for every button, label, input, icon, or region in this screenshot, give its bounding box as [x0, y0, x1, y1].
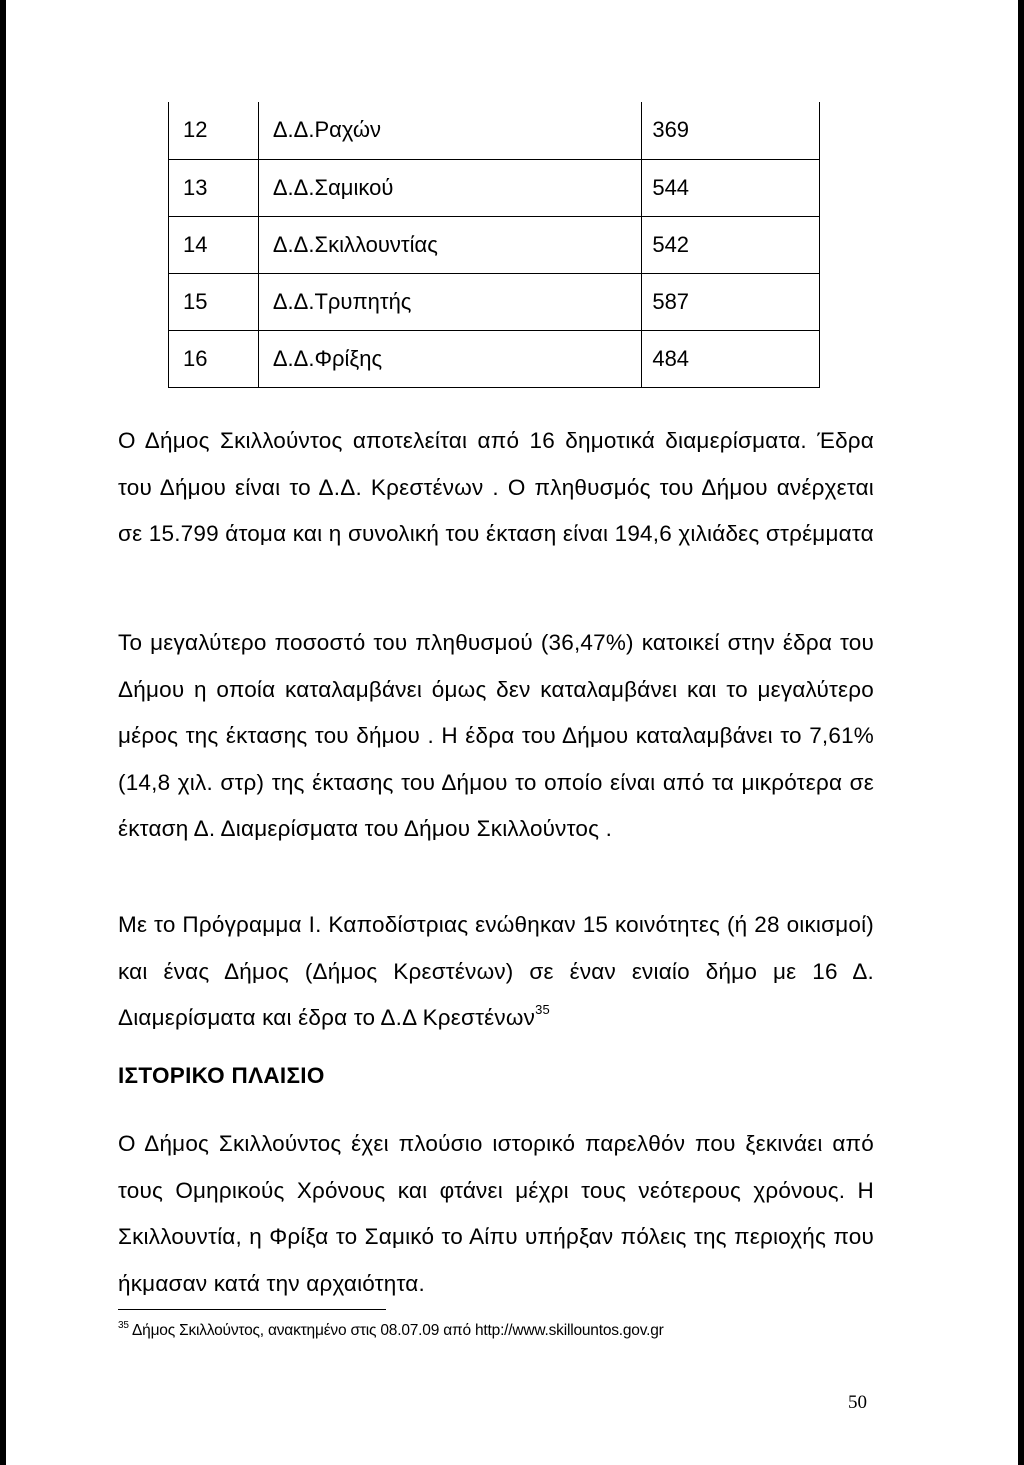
footnote-text: Δήμος Σκιλλούντος, ανακτημένο στις 08.07.09 από http://www.skillountos.gov.gr [132, 1322, 664, 1339]
population-cell: 542 [642, 216, 820, 273]
scan-edge-right [1018, 0, 1024, 1465]
table-row [169, 216, 820, 273]
population-cell: 544 [642, 159, 820, 216]
row-number-cell: 16 [169, 330, 259, 387]
row-number-cell: 13 [169, 159, 259, 216]
paragraph-municipality-overview: Ο Δήμος Σκιλλούντος αποτελείται από 16 δημοτικά διαμερίσματα. Έδρα του Δήμου είναι το Δ.Δ. Κρεστένων . Ο πληθυσμός του Δήμου ανέρχεται σε 15.799 άτομα και η συνολική του έκταση είναι 194,6 χιλιάδες στρέμματα [118, 428, 874, 546]
population-cell: 484 [642, 330, 820, 387]
district-name-cell: Δ.Δ.Τρυπητής [258, 273, 641, 330]
table-row [169, 102, 820, 159]
page-number: 50 [848, 1392, 867, 1413]
footnote-marker: 35 [118, 1320, 129, 1331]
footnote-separator [118, 1309, 386, 1310]
population-cell: 587 [642, 273, 820, 330]
table-row [169, 330, 820, 387]
row-number-cell: 12 [169, 102, 259, 159]
table-row [169, 159, 820, 216]
paragraph-kapodistrias-program [118, 902, 874, 1042]
table-row [169, 273, 820, 330]
paragraph-historical-context: Ο Δήμος Σκιλλούντος έχει πλούσιο ιστορικό παρελθόν που ξεκινάει από τους Ομηρικούς Χρόνους και φτάνει μέχρι τους νεότερους χρόνους. Η Σκιλλουντία, η Φρίξα το Σαμικό το Αίπυ υπήρξαν πόλεις της περιοχής που ήκμασαν κατά την αρχαιότητα. [118, 1131, 874, 1296]
population-table-body [169, 102, 820, 387]
district-name-cell: Δ.Δ.Ραχών [258, 102, 641, 159]
district-name-cell: Δ.Δ.Σαμικού [258, 159, 641, 216]
scan-edge-left [0, 0, 6, 1465]
row-number-cell: 15 [169, 273, 259, 330]
footnote-reference: 35 [535, 1002, 550, 1017]
section-heading: ΙΣΤΟΡΙΚΟ ΠΛΑΙΣΙΟ [118, 1063, 325, 1088]
row-number-cell: 14 [169, 216, 259, 273]
footnote [118, 1322, 664, 1340]
population-cell: 369 [642, 102, 820, 159]
district-name-cell: Δ.Δ.Σκιλλουντίας [258, 216, 641, 273]
paragraph-population-distribution: Το μεγαλύτερο ποσοστό του πληθυσμού (36,47%) κατοικεί στην έδρα του Δήμου η οποία καταλαμβάνει όμως δεν καταλαμβάνει και το μεγαλύτερο μέρος της έκτασης του δήμου . Η έδρα του Δήμου καταλαμβάνει το 7,61% (14,8 χιλ. στρ) της έκτασης του Δήμου το οποίο είναι από τα μικρότερα σε έκταση Δ. Διαμερίσματα του Δήμου Σκιλλούντος . [118, 630, 874, 841]
district-name-cell: Δ.Δ.Φρίξης [258, 330, 641, 387]
paragraph-kapodistrias-text: Με το Πρόγραμμα Ι. Καποδίστριας ενώθηκαν 15 κοινότητες (ή 28 οικισμοί) και ένας Δήμος (Δήμος Κρεστένων) σε έναν ενιαίο δήμο με 16 Δ. Διαμερίσματα και έδρα το Δ.Δ Κρεστένων [118, 912, 874, 1030]
population-table [168, 102, 820, 388]
